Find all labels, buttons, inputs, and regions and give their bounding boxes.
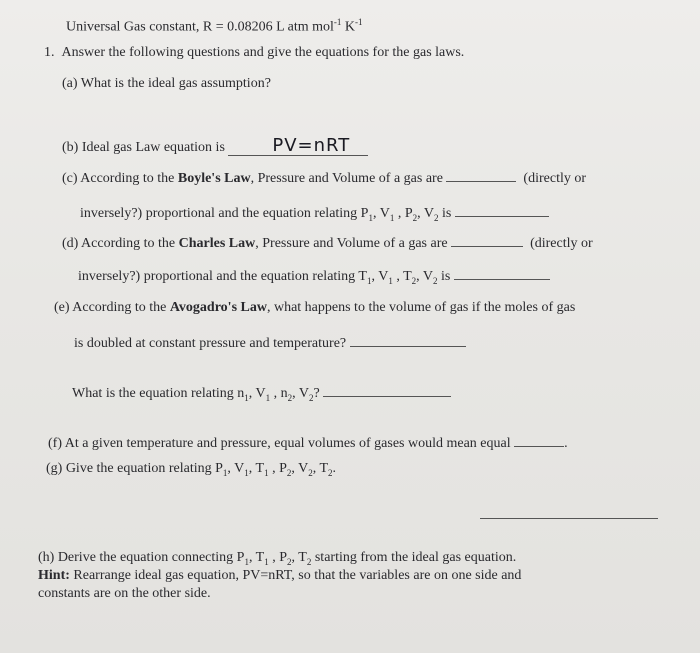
- part-e-equation: What is the equation relating $n_1$, $V_1$ , $n_2$, $V_2$?: [72, 384, 451, 406]
- part-e-line-2-text: is doubled at constant pressure and temperature?: [74, 336, 347, 351]
- part-a: [62, 76, 271, 92]
- avogadros-law-label: Avogadro's Law: [169, 300, 267, 315]
- part-a-text: (a) What is the ideal gas assumption?: [62, 76, 271, 91]
- answer-blank[interactable]: [451, 234, 523, 247]
- part-d-line-1: [62, 234, 593, 252]
- part-c-mid: , Pressure and Volume of a gas are: [250, 171, 443, 186]
- part-d-prefix: (d) According to the: [62, 236, 176, 251]
- hint-line-2-text: constants are on the other side.: [38, 586, 211, 601]
- answer-line[interactable]: [480, 518, 658, 519]
- part-c-line-2-text: inversely?) proportional and the equation relating P: [80, 206, 369, 221]
- gas-constant-text: Universal Gas constant, R = 0.08206 L atm mol: [66, 19, 334, 35]
- question-1-prompt: [44, 45, 464, 61]
- question-number: 1.: [44, 45, 55, 60]
- part-d-line-2-text: inversely?) proportional and the equation relating T: [78, 269, 367, 284]
- part-h: (h) Derive the equation connecting $P_1$, $T_1$ , $P_2$, $T_2$ starting from the ideal gas equation.: [38, 550, 517, 567]
- answer-blank[interactable]: [455, 204, 549, 217]
- part-h-tail: starting from the ideal gas equation.: [314, 550, 517, 565]
- part-c-line-1: [62, 169, 586, 187]
- answer-blank[interactable]: [350, 334, 466, 347]
- part-d-mid: , Pressure and Volume of a gas are: [255, 236, 448, 251]
- part-d-suffix: (directly or: [530, 236, 593, 251]
- answer-blank[interactable]: [514, 434, 564, 447]
- part-e-equation-text: What is the equation relating n: [72, 386, 245, 401]
- question-prompt-text: Answer the following questions and give the equations for the gas laws.: [61, 45, 465, 60]
- kelvin-unit: K: [344, 19, 356, 35]
- part-b: [62, 137, 368, 156]
- gas-constant-header: Universal Gas constant, R = 0.08206 L atm mol$^{-1}$ $K^{-1}$: [66, 17, 363, 35]
- part-d-line-2: inversely?) proportional and the equation relating $T_1$, $V_1$ , $T_2$, $V_2$ is: [78, 267, 550, 289]
- charles-law-label: Charles Law: [178, 236, 256, 251]
- handwritten-answer[interactable]: PV=nRT: [228, 137, 368, 156]
- hint-line-1: [38, 568, 521, 584]
- part-c-line-2: inversely?) proportional and the equation relating $P_1$, $V_1$ , $P_2$, $V_2$ is: [80, 204, 549, 226]
- hint-text: Rearrange ideal gas equation, PV=nRT, so that the variables are on one side and: [73, 568, 522, 583]
- answer-blank[interactable]: [454, 267, 550, 280]
- part-e-line-2: [74, 334, 466, 352]
- part-g: (g) Give the equation relating $P_1$, $V_1$, $T_1$ , $P_2$, $V_2$, $T_2$.: [46, 461, 337, 478]
- part-b-text: (b) Ideal gas Law equation is: [62, 140, 225, 155]
- answer-blank[interactable]: [446, 169, 516, 182]
- part-e-mid: , what happens to the volume of gas if the moles of gas: [266, 300, 576, 315]
- part-c-prefix: (c) According to the: [62, 171, 175, 186]
- answer-blank[interactable]: [323, 384, 451, 397]
- part-f: (f) At a given temperature and pressure, equal volumes of gases would mean equal .: [48, 436, 568, 451]
- hint-line-2: [38, 586, 211, 602]
- boyles-law-label: Boyle's Law: [177, 171, 251, 186]
- part-e-prefix: (e) According to the: [54, 300, 167, 315]
- part-e-line-1: [54, 300, 575, 316]
- part-h-text: (h) Derive the equation connecting P: [38, 550, 245, 565]
- part-g-text: (g) Give the equation relating P: [46, 461, 223, 476]
- part-f-text: (f) At a given temperature and pressure, equal volumes of gases would mean equal: [48, 436, 511, 451]
- hint-label: Hint:: [38, 568, 70, 583]
- part-c-suffix: (directly or: [523, 171, 587, 186]
